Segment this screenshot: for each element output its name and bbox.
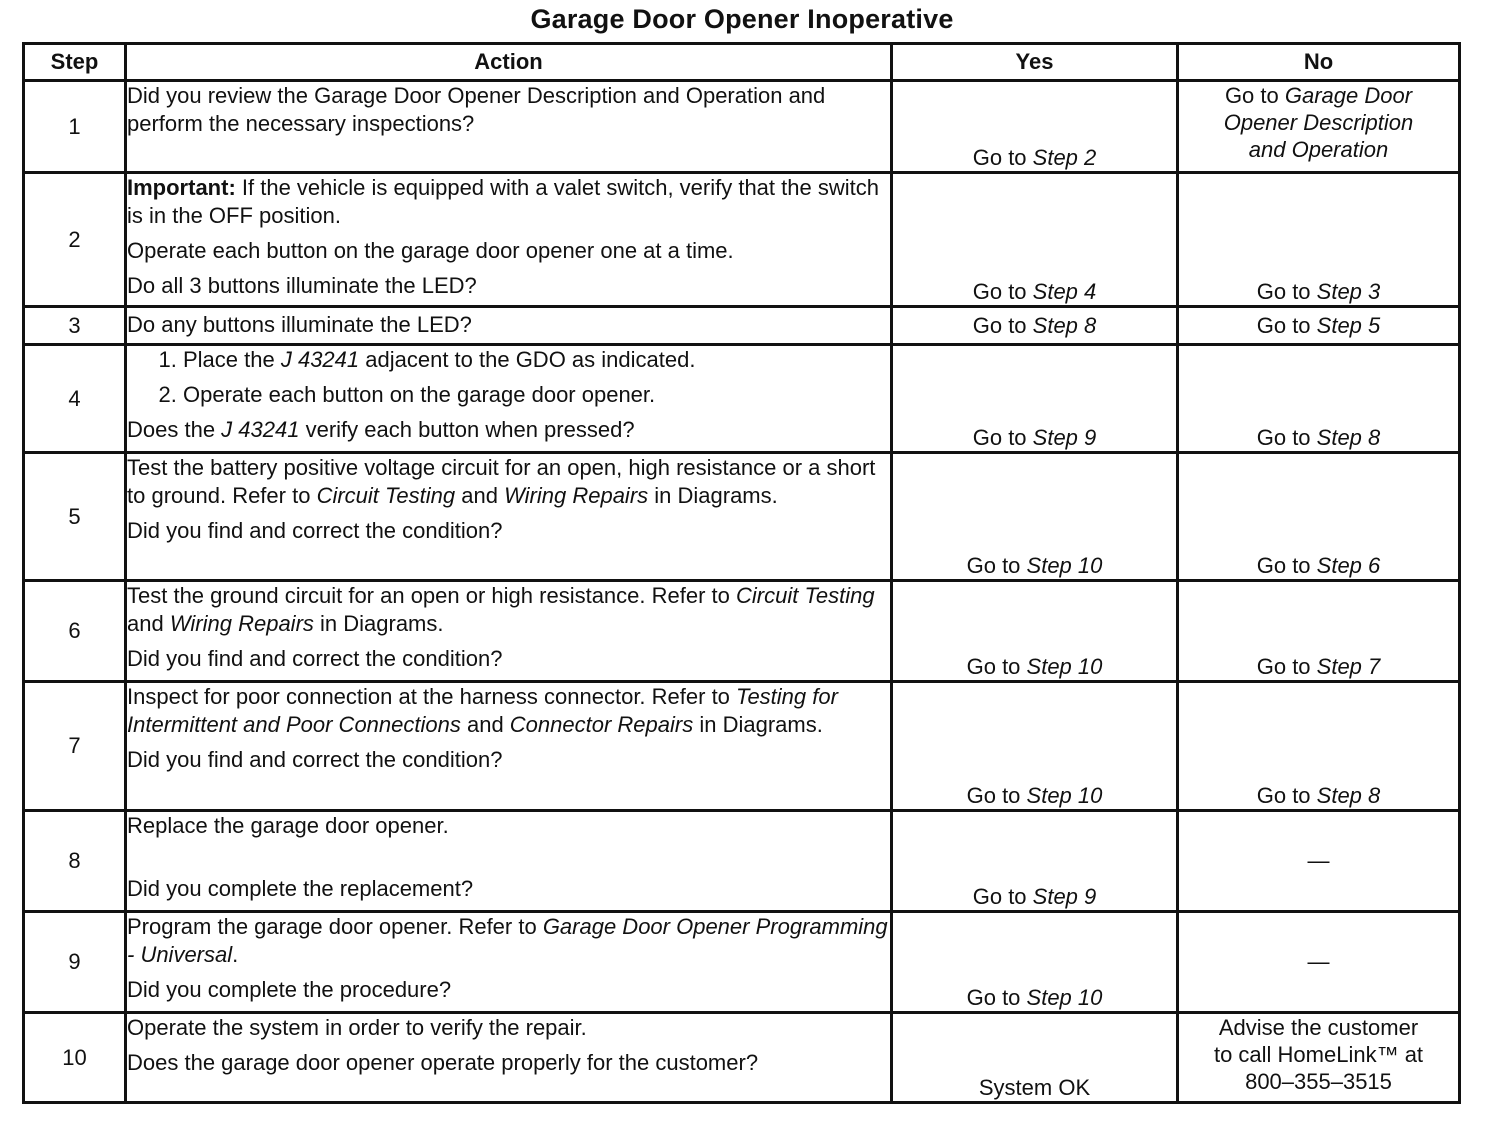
step-link: Step 8 — [1316, 425, 1381, 450]
page-title: Garage Door Opener Inoperative — [530, 4, 954, 34]
action-text: Test the ground circuit for an open or high resistance. Refer to Circuit Testing and Wiring Repairs in Diagrams. — [127, 583, 875, 636]
action-text: Inspect for poor connection at the harness connector. Refer to Testing for Intermittent and Poor Connections and Connector Repairs in Diagrams. — [127, 684, 838, 737]
step-link: Step 3 — [1316, 279, 1381, 304]
advice-line: Advise the customer — [1218, 1015, 1419, 1040]
no-cell — [1178, 345, 1460, 453]
table-row — [24, 912, 1460, 1013]
ref-link: Garage Door — [1284, 83, 1413, 108]
step-link: Step 8 — [1032, 312, 1097, 338]
procedure-list — [127, 346, 890, 409]
table-row — [24, 453, 1460, 581]
action-text: Did you review the Garage Door Opener Description and Operation and perform the necessary inspections? — [127, 83, 826, 136]
goto-prefix: Go to — [1256, 783, 1317, 808]
action-text: Operate the system in order to verify the repair. — [127, 1015, 587, 1040]
no-cell — [1178, 1013, 1460, 1103]
action-question: Does the garage door opener operate properly for the customer? — [127, 1050, 759, 1075]
step-link: Step 2 — [1032, 145, 1097, 170]
yes-cell — [892, 811, 1178, 912]
tool-ref: J 43241 — [280, 347, 360, 372]
step-link: Step 9 — [1032, 884, 1097, 909]
step-number: 9 — [24, 912, 126, 1013]
ref-link: Testing for Intermittent and Poor Connections — [127, 684, 838, 737]
table-row — [24, 173, 1460, 307]
header-step: Step — [24, 44, 126, 81]
goto-prefix: Go to — [1256, 425, 1317, 450]
action-question: Do all 3 buttons illuminate the LED? — [127, 273, 477, 298]
action-text: Operate each button on the garage door opener one at a time. — [127, 238, 734, 263]
no-cell — [1178, 81, 1460, 173]
yes-cell — [892, 912, 1178, 1013]
no-action-dash: — — [1307, 949, 1330, 974]
important-label: Important: — [127, 175, 236, 200]
no-cell — [1178, 581, 1460, 682]
goto-prefix: Go to — [972, 279, 1033, 304]
important-note — [127, 174, 890, 230]
step-number: 1 — [24, 81, 126, 173]
list-item: 1. Place the J 43241 adjacent to the GDO as indicated. — [183, 346, 890, 374]
goto-prefix: Go to — [972, 145, 1033, 170]
no-action-dash: — — [1307, 848, 1330, 873]
step-link: Step 6 — [1316, 553, 1381, 578]
action-cell — [126, 307, 892, 345]
action-cell — [126, 81, 892, 173]
no-cell — [1178, 307, 1460, 345]
goto-prefix: Go to — [966, 553, 1027, 578]
action-cell — [126, 453, 892, 581]
action-text: Test the battery positive voltage circuit for an open, high resistance or a short to ground. Refer to Circuit Testing and Wiring Repairs in Diagrams. — [127, 455, 876, 508]
goto-prefix: Go to — [1224, 83, 1285, 108]
action-cell — [126, 682, 892, 811]
goto-prefix: Go to — [972, 425, 1033, 450]
action-question: Does the J 43241 verify each button when pressed? — [127, 417, 635, 442]
step-number: 5 — [24, 453, 126, 581]
step-link: Step 9 — [1032, 425, 1097, 450]
action-cell — [126, 811, 892, 912]
goto-prefix: Go to — [1256, 654, 1317, 679]
step-number: 7 — [24, 682, 126, 811]
action-question: Do any buttons illuminate the LED? — [127, 312, 472, 337]
ref-link: Circuit Testing — [736, 583, 875, 608]
no-cell — [1178, 811, 1460, 912]
step-link: Step 10 — [1026, 553, 1103, 578]
advice-line: to call HomeLink™ at — [1213, 1042, 1424, 1067]
step-link: Step 5 — [1316, 312, 1381, 338]
goto-prefix: Go to — [966, 783, 1027, 808]
step-link: Step 7 — [1316, 654, 1381, 679]
ref-link: Circuit Testing — [316, 483, 456, 508]
action-cell — [126, 1013, 892, 1103]
important-text: If the vehicle is equipped with a valet switch, verify that the switch is in the OFF position. — [127, 175, 879, 228]
yes-cell — [892, 173, 1178, 307]
step-number: 10 — [24, 1013, 126, 1103]
table-row — [24, 307, 1460, 345]
step-number: 4 — [24, 345, 126, 453]
no-cell — [1178, 173, 1460, 307]
step-link: Step 4 — [1032, 279, 1097, 304]
ref-link: Garage Door Opener Programming - Universal — [127, 914, 888, 967]
yes-cell — [892, 1013, 1178, 1103]
ref-link: Wiring Repairs — [169, 611, 314, 636]
action-text: Program the garage door opener. Refer to Garage Door Opener Programming - Universal. — [127, 914, 888, 967]
ref-link: Connector Repairs — [509, 712, 694, 737]
table-row — [24, 811, 1460, 912]
yes-cell — [892, 81, 1178, 173]
table-row — [24, 81, 1460, 173]
action-text: Replace the garage door opener. — [127, 813, 449, 838]
goto-prefix: Go to — [966, 985, 1027, 1010]
step-number: 8 — [24, 811, 126, 912]
step-link: Step 10 — [1026, 654, 1103, 679]
goto-prefix: Go to — [1256, 279, 1317, 304]
goto-prefix: Go to — [972, 884, 1033, 909]
action-question: Did you complete the procedure? — [127, 977, 452, 1002]
action-question: Did you complete the replacement? — [127, 876, 474, 901]
step-number: 3 — [24, 307, 126, 345]
goto-prefix: Go to — [1256, 553, 1317, 578]
ref-link: Opener Description — [1223, 110, 1414, 135]
header-action: Action — [126, 44, 892, 81]
result-text: System OK — [978, 1075, 1091, 1100]
action-question: Did you find and correct the condition? — [127, 646, 503, 671]
yes-cell — [892, 345, 1178, 453]
header-yes: Yes — [892, 44, 1178, 81]
header-no: No — [1178, 44, 1460, 81]
phone-number: 800–355–3515 — [1245, 1069, 1392, 1094]
ref-link: and Operation — [1248, 137, 1389, 162]
table-header-row — [24, 44, 1460, 81]
tool-ref: J 43241 — [221, 417, 300, 442]
yes-cell — [892, 682, 1178, 811]
diagnostic-table — [22, 42, 1461, 1104]
no-cell — [1178, 682, 1460, 811]
goto-prefix: Go to — [972, 312, 1033, 338]
no-cell — [1178, 453, 1460, 581]
list-item: 2. Operate each button on the garage door opener. — [183, 381, 890, 409]
action-cell — [126, 173, 892, 307]
table-row — [24, 581, 1460, 682]
no-cell — [1178, 912, 1460, 1013]
table-row — [24, 345, 1460, 453]
action-cell — [126, 345, 892, 453]
action-cell — [126, 581, 892, 682]
ref-link: Wiring Repairs — [504, 483, 649, 508]
yes-cell — [892, 307, 1178, 345]
table-row — [24, 1013, 1460, 1103]
step-link: Step 10 — [1026, 985, 1103, 1010]
goto-prefix: Go to — [1256, 312, 1317, 338]
table-row — [24, 682, 1460, 811]
step-number: 6 — [24, 581, 126, 682]
action-question: Did you find and correct the condition? — [127, 518, 503, 543]
goto-prefix: Go to — [966, 654, 1027, 679]
yes-cell — [892, 453, 1178, 581]
step-link: Step 8 — [1316, 783, 1381, 808]
yes-cell — [892, 581, 1178, 682]
action-question: Did you find and correct the condition? — [127, 747, 503, 772]
step-link: Step 10 — [1026, 783, 1103, 808]
action-cell — [126, 912, 892, 1013]
step-number: 2 — [24, 173, 126, 307]
